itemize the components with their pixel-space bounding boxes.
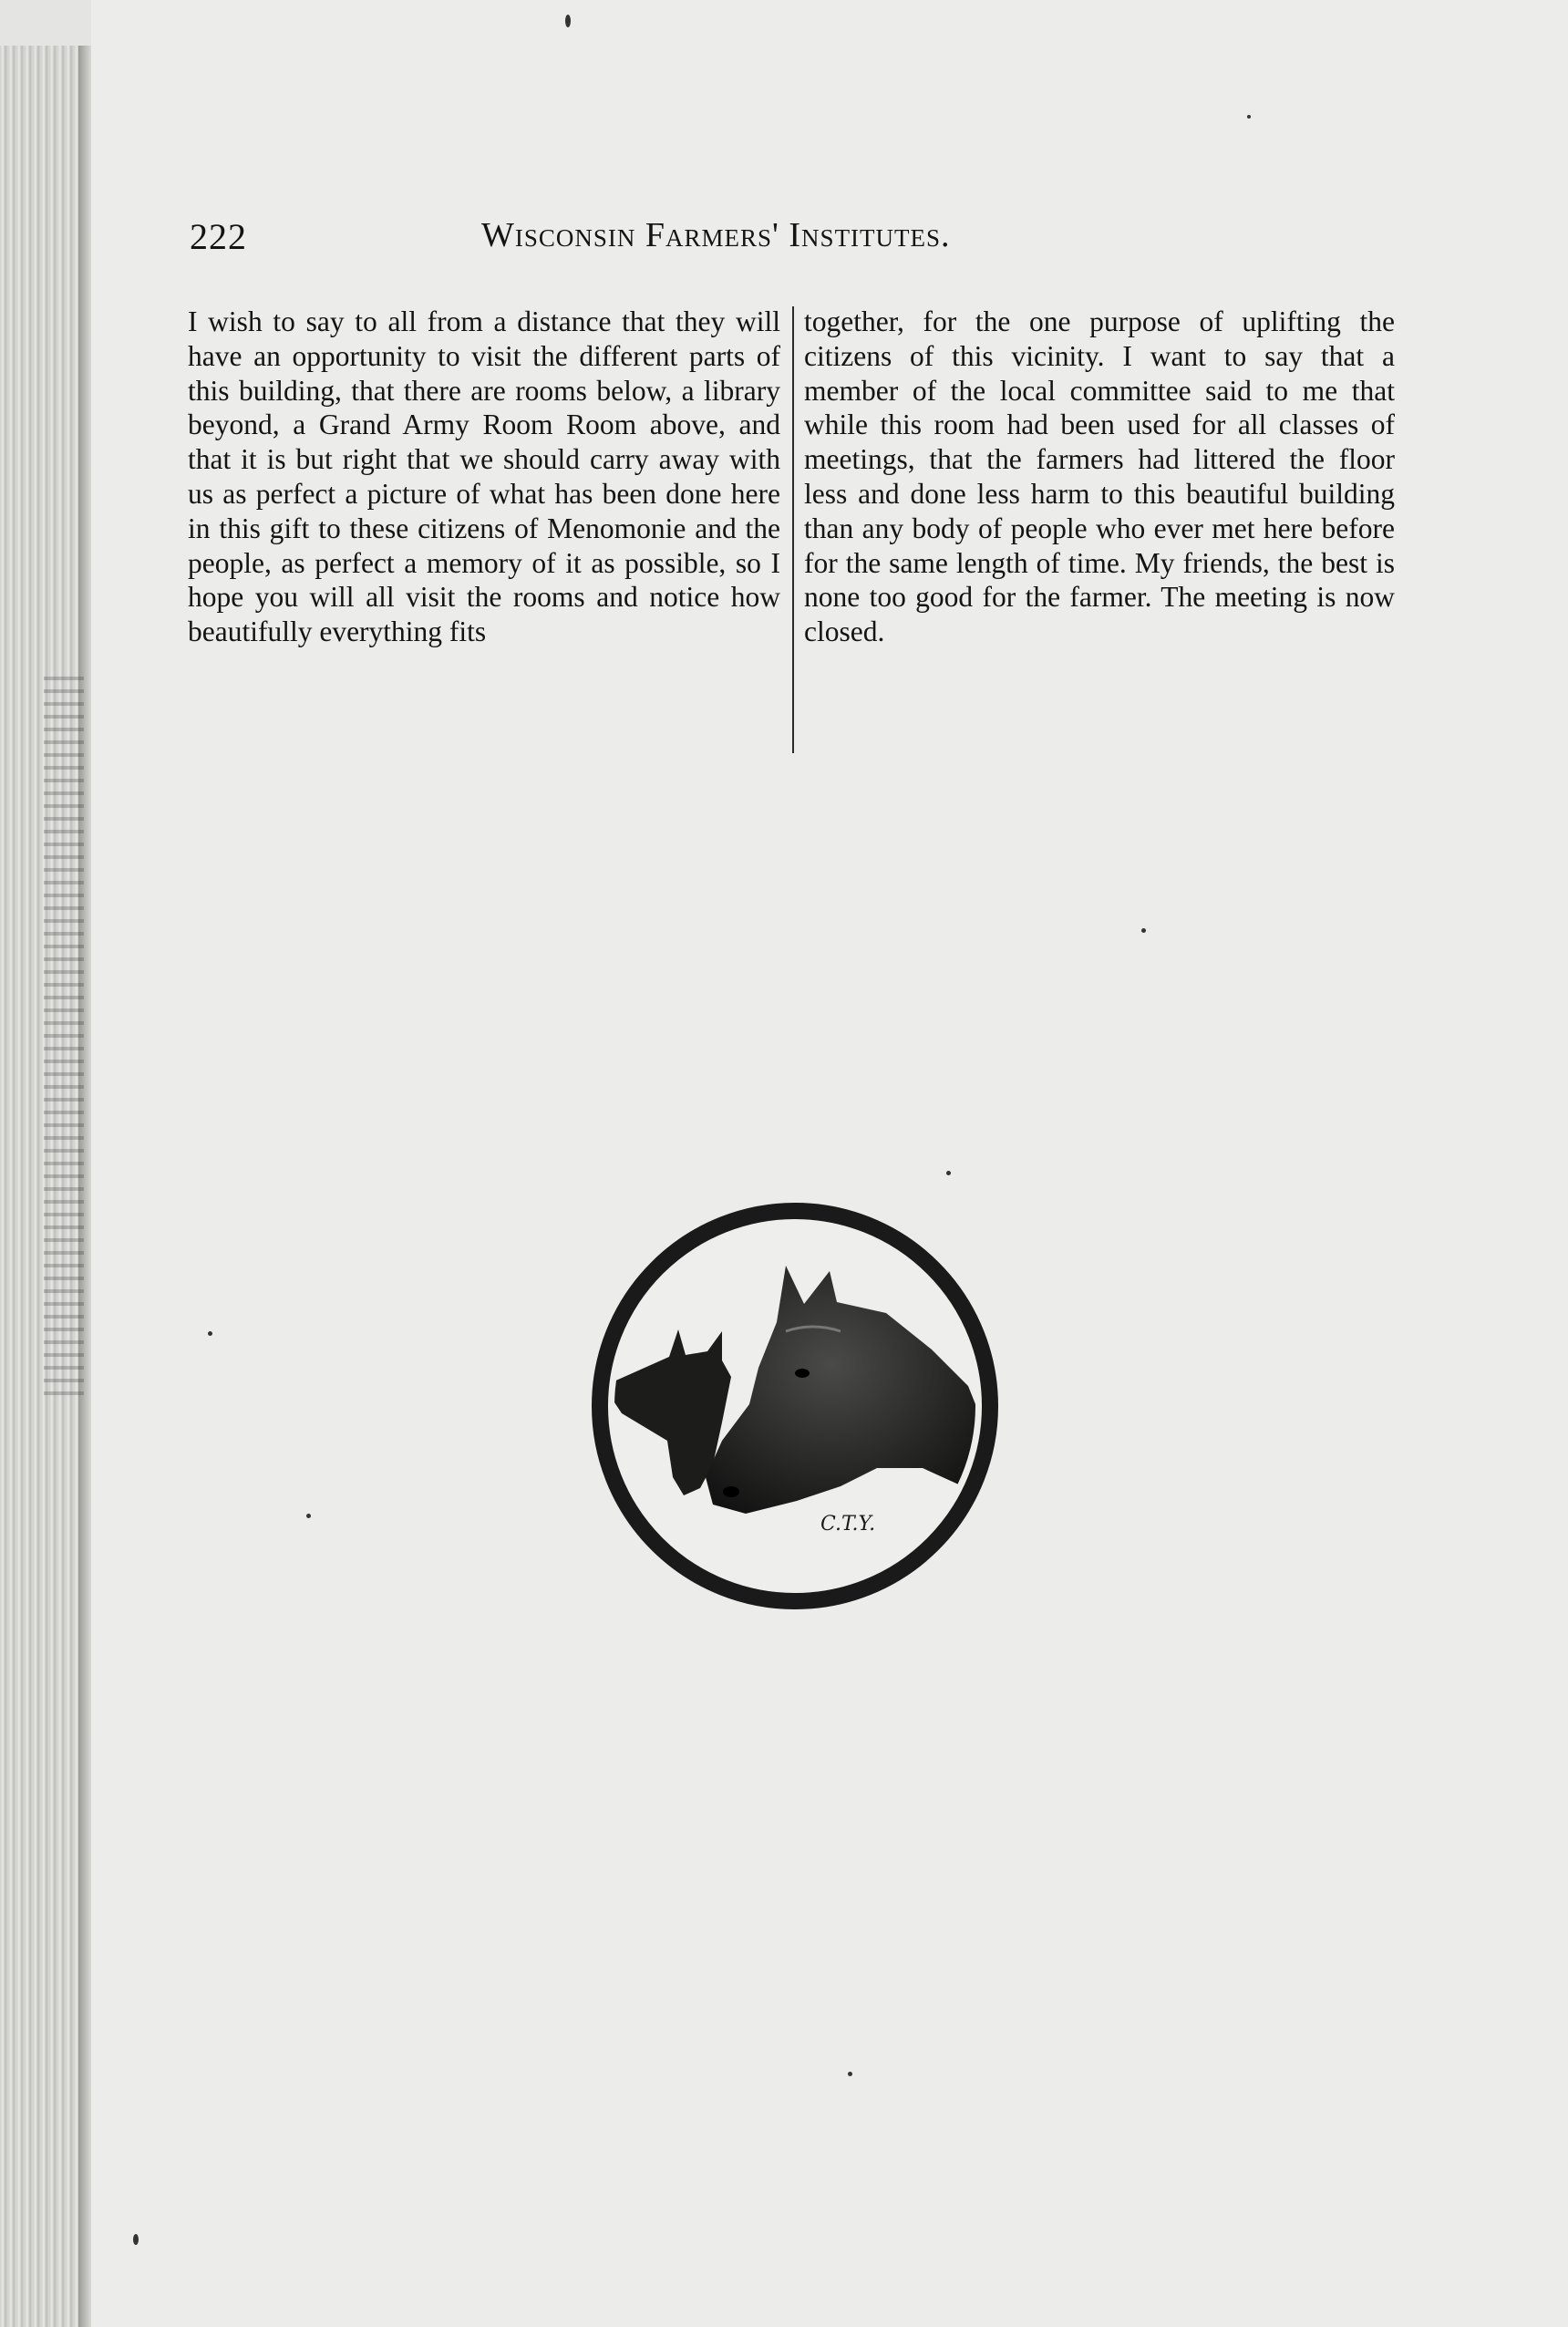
speck xyxy=(208,1331,212,1336)
speck xyxy=(306,1514,311,1518)
page-number: 222 xyxy=(190,216,247,257)
running-title: Wisconsin Farmers' Institutes. xyxy=(481,216,951,254)
horse-heads-vignette-icon xyxy=(585,1195,1005,1614)
speck xyxy=(1141,928,1146,933)
speck xyxy=(133,2234,139,2245)
speck xyxy=(565,15,571,27)
speck xyxy=(1247,115,1251,119)
body-text-right-column: together, for the one purpose of uplifting the citizens of this vicinity. I want to say that a member of the local committee said to me that while this room had been used for all classes of meetings, that the farmers had littered the floor less and done less harm to this beautiful building than any body of people who ever met here before for the same length of time. My friends, the best is none too good for the farmer. The meeting is now closed. xyxy=(804,305,1395,648)
show-through-marks xyxy=(44,675,84,1404)
speck xyxy=(946,1171,951,1175)
artist-signature: C.T.Y. xyxy=(820,1513,876,1536)
speck xyxy=(848,2072,852,2076)
page-header xyxy=(190,215,1119,270)
body-text-left-column: I wish to say to all from a distance that they will have an opportunity to visit the different parts of this building, that there are rooms below, a library beyond, a Grand Army Room Room above, and that it is but right that we should carry away with us as perfect a picture of what has been done here in this gift to these citizens of Menomonie and the people, as perfect a memory of it as possible, so I hope you will all visit the rooms and notice how beautifully everything fits xyxy=(188,305,780,648)
column-divider xyxy=(792,306,794,753)
